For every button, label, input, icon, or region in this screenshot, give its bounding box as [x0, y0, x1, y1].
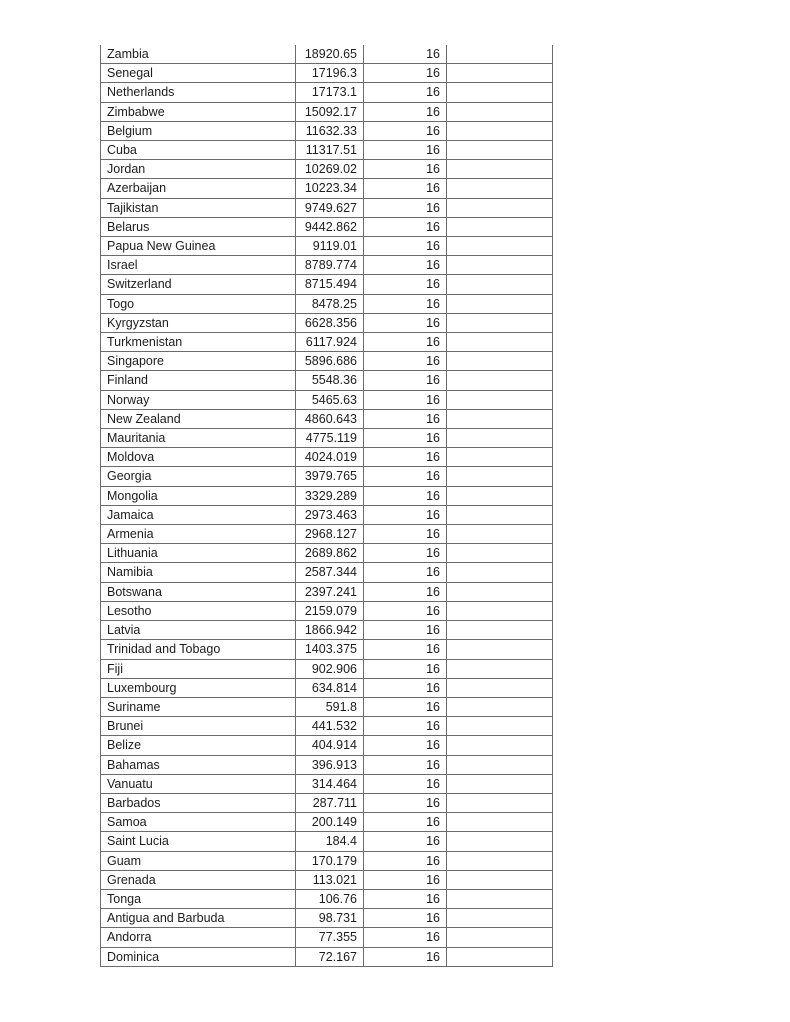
empty-cell: [447, 45, 553, 64]
country-cell: Suriname: [101, 697, 296, 716]
table-row: [101, 621, 553, 640]
table-row: [101, 755, 553, 774]
table-row: [101, 505, 553, 524]
empty-cell: [447, 678, 553, 697]
table-row: [101, 947, 553, 966]
count-cell: 16: [364, 659, 447, 678]
empty-cell: [447, 697, 553, 716]
country-cell: Tonga: [101, 889, 296, 908]
country-cell: Kyrgyzstan: [101, 313, 296, 332]
country-cell: Bahamas: [101, 755, 296, 774]
count-cell: 16: [364, 736, 447, 755]
country-cell: Senegal: [101, 64, 296, 83]
count-cell: 16: [364, 505, 447, 524]
table-row: [101, 198, 553, 217]
country-cell: Barbados: [101, 793, 296, 812]
table-row: [101, 582, 553, 601]
value-cell: 634.814: [296, 678, 364, 697]
table-row: [101, 601, 553, 620]
count-cell: 16: [364, 525, 447, 544]
table-row: [101, 313, 553, 332]
value-cell: 17196.3: [296, 64, 364, 83]
empty-cell: [447, 352, 553, 371]
count-cell: 16: [364, 870, 447, 889]
table-row: [101, 544, 553, 563]
count-cell: 16: [364, 121, 447, 140]
empty-cell: [447, 525, 553, 544]
country-cell: Tajikistan: [101, 198, 296, 217]
count-cell: 16: [364, 486, 447, 505]
value-cell: 9119.01: [296, 237, 364, 256]
table-row: [101, 525, 553, 544]
value-cell: 6628.356: [296, 313, 364, 332]
value-cell: 1866.942: [296, 621, 364, 640]
count-cell: 16: [364, 947, 447, 966]
value-cell: 3329.289: [296, 486, 364, 505]
table-row: [101, 333, 553, 352]
country-cell: Jordan: [101, 160, 296, 179]
empty-cell: [447, 237, 553, 256]
value-cell: 5896.686: [296, 352, 364, 371]
count-cell: 16: [364, 371, 447, 390]
table-row: [101, 429, 553, 448]
empty-cell: [447, 947, 553, 966]
count-cell: 16: [364, 448, 447, 467]
empty-cell: [447, 563, 553, 582]
country-cell: Armenia: [101, 525, 296, 544]
country-cell: Grenada: [101, 870, 296, 889]
count-cell: 16: [364, 333, 447, 352]
table-row: [101, 102, 553, 121]
table-row: [101, 141, 553, 160]
empty-cell: [447, 928, 553, 947]
empty-cell: [447, 294, 553, 313]
value-cell: 72.167: [296, 947, 364, 966]
country-cell: Latvia: [101, 621, 296, 640]
country-cell: Zambia: [101, 45, 296, 64]
country-cell: Brunei: [101, 717, 296, 736]
value-cell: 4860.643: [296, 409, 364, 428]
country-cell: Mauritania: [101, 429, 296, 448]
country-cell: Lithuania: [101, 544, 296, 563]
count-cell: 16: [364, 851, 447, 870]
table-row: [101, 909, 553, 928]
value-cell: 314.464: [296, 774, 364, 793]
empty-cell: [447, 429, 553, 448]
count-cell: 16: [364, 774, 447, 793]
value-cell: 17173.1: [296, 83, 364, 102]
table-row: [101, 448, 553, 467]
empty-cell: [447, 755, 553, 774]
table-row: [101, 678, 553, 697]
count-cell: 16: [364, 179, 447, 198]
value-cell: 2968.127: [296, 525, 364, 544]
table-row: [101, 659, 553, 678]
count-cell: 16: [364, 275, 447, 294]
table-row: [101, 889, 553, 908]
country-cell: Moldova: [101, 448, 296, 467]
value-cell: 106.76: [296, 889, 364, 908]
empty-cell: [447, 313, 553, 332]
country-data-table: [100, 45, 553, 967]
country-cell: Fiji: [101, 659, 296, 678]
value-cell: 2689.862: [296, 544, 364, 563]
empty-cell: [447, 333, 553, 352]
empty-cell: [447, 813, 553, 832]
empty-cell: [447, 621, 553, 640]
country-cell: Antigua and Barbuda: [101, 909, 296, 928]
count-cell: 16: [364, 717, 447, 736]
country-cell: Singapore: [101, 352, 296, 371]
value-cell: 10269.02: [296, 160, 364, 179]
value-cell: 98.731: [296, 909, 364, 928]
table-row: [101, 467, 553, 486]
value-cell: 2973.463: [296, 505, 364, 524]
table-row: [101, 409, 553, 428]
count-cell: 16: [364, 813, 447, 832]
table-row: [101, 217, 553, 236]
value-cell: 8715.494: [296, 275, 364, 294]
country-cell: Switzerland: [101, 275, 296, 294]
value-cell: 2587.344: [296, 563, 364, 582]
table-row: [101, 390, 553, 409]
value-cell: 4024.019: [296, 448, 364, 467]
table-row: [101, 45, 553, 64]
count-cell: 16: [364, 793, 447, 812]
country-cell: Zimbabwe: [101, 102, 296, 121]
table-row: [101, 160, 553, 179]
value-cell: 404.914: [296, 736, 364, 755]
empty-cell: [447, 544, 553, 563]
value-cell: 8478.25: [296, 294, 364, 313]
country-cell: Belarus: [101, 217, 296, 236]
country-cell: Belize: [101, 736, 296, 755]
empty-cell: [447, 909, 553, 928]
country-cell: Andorra: [101, 928, 296, 947]
value-cell: 18920.65: [296, 45, 364, 64]
value-cell: 170.179: [296, 851, 364, 870]
country-cell: Trinidad and Tobago: [101, 640, 296, 659]
empty-cell: [447, 832, 553, 851]
value-cell: 6117.924: [296, 333, 364, 352]
country-cell: Belgium: [101, 121, 296, 140]
count-cell: 16: [364, 640, 447, 659]
count-cell: 16: [364, 217, 447, 236]
table-row: [101, 736, 553, 755]
value-cell: 200.149: [296, 813, 364, 832]
value-cell: 8789.774: [296, 256, 364, 275]
country-cell: Dominica: [101, 947, 296, 966]
empty-cell: [447, 83, 553, 102]
count-cell: 16: [364, 409, 447, 428]
country-cell: Vanuatu: [101, 774, 296, 793]
table-row: [101, 774, 553, 793]
table-row: [101, 294, 553, 313]
table-row: [101, 352, 553, 371]
empty-cell: [447, 179, 553, 198]
country-cell: New Zealand: [101, 409, 296, 428]
value-cell: 15092.17: [296, 102, 364, 121]
table-row: [101, 813, 553, 832]
empty-cell: [447, 64, 553, 83]
count-cell: 16: [364, 237, 447, 256]
table-row: [101, 793, 553, 812]
table-row: [101, 371, 553, 390]
table-row: [101, 928, 553, 947]
count-cell: 16: [364, 563, 447, 582]
count-cell: 16: [364, 256, 447, 275]
table-row: [101, 121, 553, 140]
country-cell: Botswana: [101, 582, 296, 601]
count-cell: 16: [364, 160, 447, 179]
country-cell: Mongolia: [101, 486, 296, 505]
country-cell: Saint Lucia: [101, 832, 296, 851]
value-cell: 396.913: [296, 755, 364, 774]
country-cell: Georgia: [101, 467, 296, 486]
empty-cell: [447, 889, 553, 908]
value-cell: 11317.51: [296, 141, 364, 160]
table-row: [101, 640, 553, 659]
value-cell: 591.8: [296, 697, 364, 716]
count-cell: 16: [364, 928, 447, 947]
empty-cell: [447, 659, 553, 678]
country-cell: Finland: [101, 371, 296, 390]
count-cell: 16: [364, 678, 447, 697]
empty-cell: [447, 870, 553, 889]
value-cell: 9749.627: [296, 198, 364, 217]
table-row: [101, 697, 553, 716]
count-cell: 16: [364, 83, 447, 102]
empty-cell: [447, 582, 553, 601]
count-cell: 16: [364, 45, 447, 64]
empty-cell: [447, 640, 553, 659]
value-cell: 2397.241: [296, 582, 364, 601]
country-cell: Jamaica: [101, 505, 296, 524]
table-row: [101, 563, 553, 582]
value-cell: 902.906: [296, 659, 364, 678]
country-cell: Togo: [101, 294, 296, 313]
country-cell: Azerbaijan: [101, 179, 296, 198]
table-row: [101, 870, 553, 889]
count-cell: 16: [364, 601, 447, 620]
table-row: [101, 486, 553, 505]
country-cell: Turkmenistan: [101, 333, 296, 352]
country-cell: Luxembourg: [101, 678, 296, 697]
empty-cell: [447, 717, 553, 736]
empty-cell: [447, 121, 553, 140]
empty-cell: [447, 505, 553, 524]
count-cell: 16: [364, 467, 447, 486]
count-cell: 16: [364, 429, 447, 448]
table-row: [101, 851, 553, 870]
value-cell: 287.711: [296, 793, 364, 812]
empty-cell: [447, 160, 553, 179]
empty-cell: [447, 198, 553, 217]
empty-cell: [447, 275, 553, 294]
count-cell: 16: [364, 198, 447, 217]
count-cell: 16: [364, 102, 447, 121]
country-cell: Cuba: [101, 141, 296, 160]
country-cell: Papua New Guinea: [101, 237, 296, 256]
empty-cell: [447, 851, 553, 870]
table-row: [101, 275, 553, 294]
country-cell: Norway: [101, 390, 296, 409]
count-cell: 16: [364, 313, 447, 332]
empty-cell: [447, 774, 553, 793]
count-cell: 16: [364, 141, 447, 160]
count-cell: 16: [364, 64, 447, 83]
count-cell: 16: [364, 621, 447, 640]
table-body: [101, 45, 553, 966]
empty-cell: [447, 736, 553, 755]
count-cell: 16: [364, 909, 447, 928]
country-cell: Netherlands: [101, 83, 296, 102]
empty-cell: [447, 141, 553, 160]
count-cell: 16: [364, 294, 447, 313]
table-row: [101, 179, 553, 198]
value-cell: 2159.079: [296, 601, 364, 620]
table-row: [101, 256, 553, 275]
table-row: [101, 717, 553, 736]
value-cell: 4775.119: [296, 429, 364, 448]
empty-cell: [447, 217, 553, 236]
country-cell: Lesotho: [101, 601, 296, 620]
value-cell: 9442.862: [296, 217, 364, 236]
count-cell: 16: [364, 352, 447, 371]
value-cell: 184.4: [296, 832, 364, 851]
value-cell: 11632.33: [296, 121, 364, 140]
table-row: [101, 64, 553, 83]
empty-cell: [447, 793, 553, 812]
empty-cell: [447, 409, 553, 428]
value-cell: 10223.34: [296, 179, 364, 198]
table-row: [101, 83, 553, 102]
count-cell: 16: [364, 582, 447, 601]
country-cell: Guam: [101, 851, 296, 870]
table-row: [101, 832, 553, 851]
value-cell: 113.021: [296, 870, 364, 889]
count-cell: 16: [364, 755, 447, 774]
value-cell: 441.532: [296, 717, 364, 736]
table-row: [101, 237, 553, 256]
country-cell: Namibia: [101, 563, 296, 582]
empty-cell: [447, 256, 553, 275]
count-cell: 16: [364, 889, 447, 908]
value-cell: 1403.375: [296, 640, 364, 659]
count-cell: 16: [364, 390, 447, 409]
value-cell: 5548.36: [296, 371, 364, 390]
count-cell: 16: [364, 544, 447, 563]
value-cell: 3979.765: [296, 467, 364, 486]
empty-cell: [447, 371, 553, 390]
count-cell: 16: [364, 832, 447, 851]
empty-cell: [447, 601, 553, 620]
empty-cell: [447, 448, 553, 467]
empty-cell: [447, 486, 553, 505]
empty-cell: [447, 390, 553, 409]
country-cell: Samoa: [101, 813, 296, 832]
country-cell: Israel: [101, 256, 296, 275]
value-cell: 77.355: [296, 928, 364, 947]
count-cell: 16: [364, 697, 447, 716]
empty-cell: [447, 467, 553, 486]
value-cell: 5465.63: [296, 390, 364, 409]
empty-cell: [447, 102, 553, 121]
